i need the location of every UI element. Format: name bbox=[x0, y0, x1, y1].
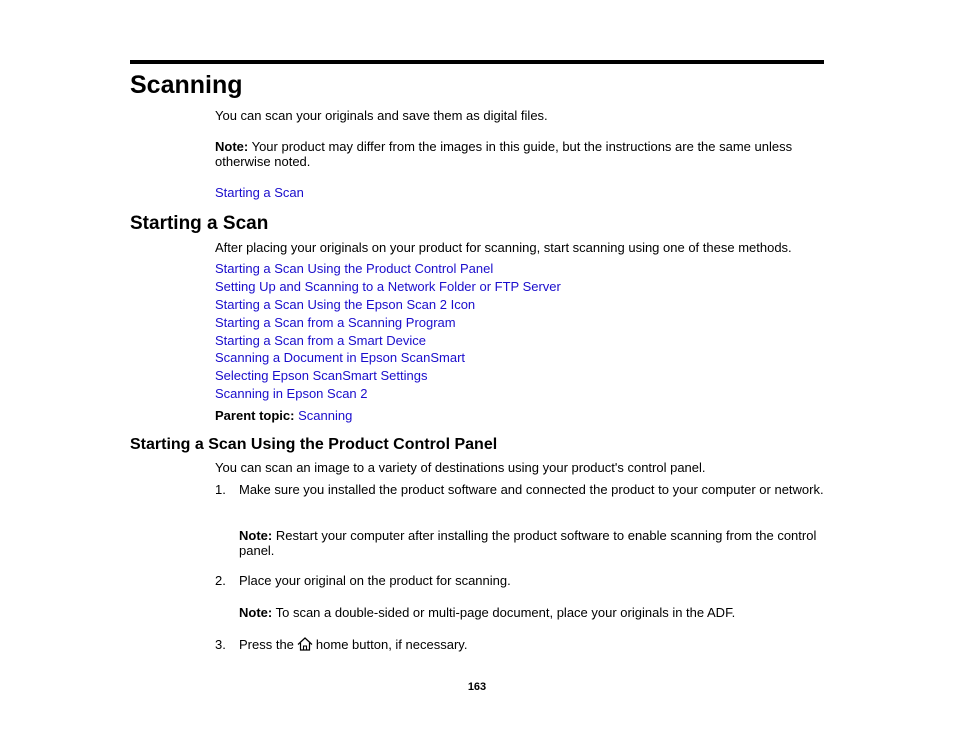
note-label: Note: bbox=[239, 605, 273, 620]
step-2-note bbox=[239, 605, 825, 620]
step-text: Make sure you installed the product software and connected the product to your computer or network. bbox=[239, 482, 824, 497]
step-text: Place your original on the product for scanning. bbox=[239, 573, 511, 588]
step-number: 2. bbox=[215, 573, 226, 588]
link-control-panel[interactable]: Starting a Scan Using the Product Control Panel bbox=[215, 261, 494, 276]
note-paragraph bbox=[215, 139, 825, 169]
link-smart-device[interactable]: Starting a Scan from a Smart Device bbox=[215, 332, 426, 348]
section-heading: Starting a Scan bbox=[130, 213, 269, 234]
link-epson-scan-2-icon[interactable]: Starting a Scan Using the Epson Scan 2 Icon bbox=[215, 296, 476, 312]
step-1-note bbox=[239, 528, 825, 558]
subsection-heading: Starting a Scan Using the Product Control Panel bbox=[130, 436, 498, 453]
note-label: Note: bbox=[215, 139, 249, 154]
link-starting-a-scan[interactable]: Starting a Scan bbox=[215, 185, 304, 200]
step-text-after: home button, if necessary. bbox=[315, 637, 468, 652]
link-scanning-program[interactable]: Starting a Scan from a Scanning Program bbox=[215, 314, 456, 330]
link-epson-scan-2[interactable]: Scanning in Epson Scan 2 bbox=[215, 386, 368, 402]
page-title: Scanning bbox=[130, 71, 243, 99]
top-rule bbox=[130, 60, 824, 64]
link-parent-scanning[interactable]: Scanning bbox=[298, 408, 353, 423]
subsection-intro: You can scan an image to a variety of destinations using your product's control panel. bbox=[215, 460, 706, 475]
note-text: Your product may differ from the images in this guide, but the instructions are the same unless otherwise noted. bbox=[215, 139, 793, 169]
step-text-before: Press the bbox=[239, 637, 294, 652]
step-text bbox=[239, 637, 825, 652]
home-icon bbox=[297, 637, 313, 651]
link-scansmart-document[interactable]: Scanning a Document in Epson ScanSmart bbox=[215, 350, 466, 366]
parent-topic bbox=[215, 408, 352, 423]
link-scansmart-settings[interactable]: Selecting Epson ScanSmart Settings bbox=[215, 368, 428, 384]
note-text: Restart your computer after installing the product software to enable scanning from the control panel. bbox=[239, 528, 817, 558]
step-number: 1. bbox=[215, 482, 226, 497]
page-number: 163 bbox=[467, 681, 487, 693]
step-number: 3. bbox=[215, 637, 226, 652]
note-text: To scan a double-sided or multi-page document, place your originals in the ADF. bbox=[272, 605, 736, 620]
note-label: Note: bbox=[239, 528, 273, 543]
section-intro: After placing your originals on your product for scanning, start scanning using one of these methods. bbox=[215, 240, 792, 255]
link-network-folder-ftp[interactable]: Setting Up and Scanning to a Network Folder or FTP Server bbox=[215, 278, 561, 294]
intro-text: You can scan your originals and save them as digital files. bbox=[215, 108, 548, 123]
parent-topic-label: Parent topic: bbox=[215, 408, 295, 423]
method-links-list bbox=[215, 261, 561, 404]
